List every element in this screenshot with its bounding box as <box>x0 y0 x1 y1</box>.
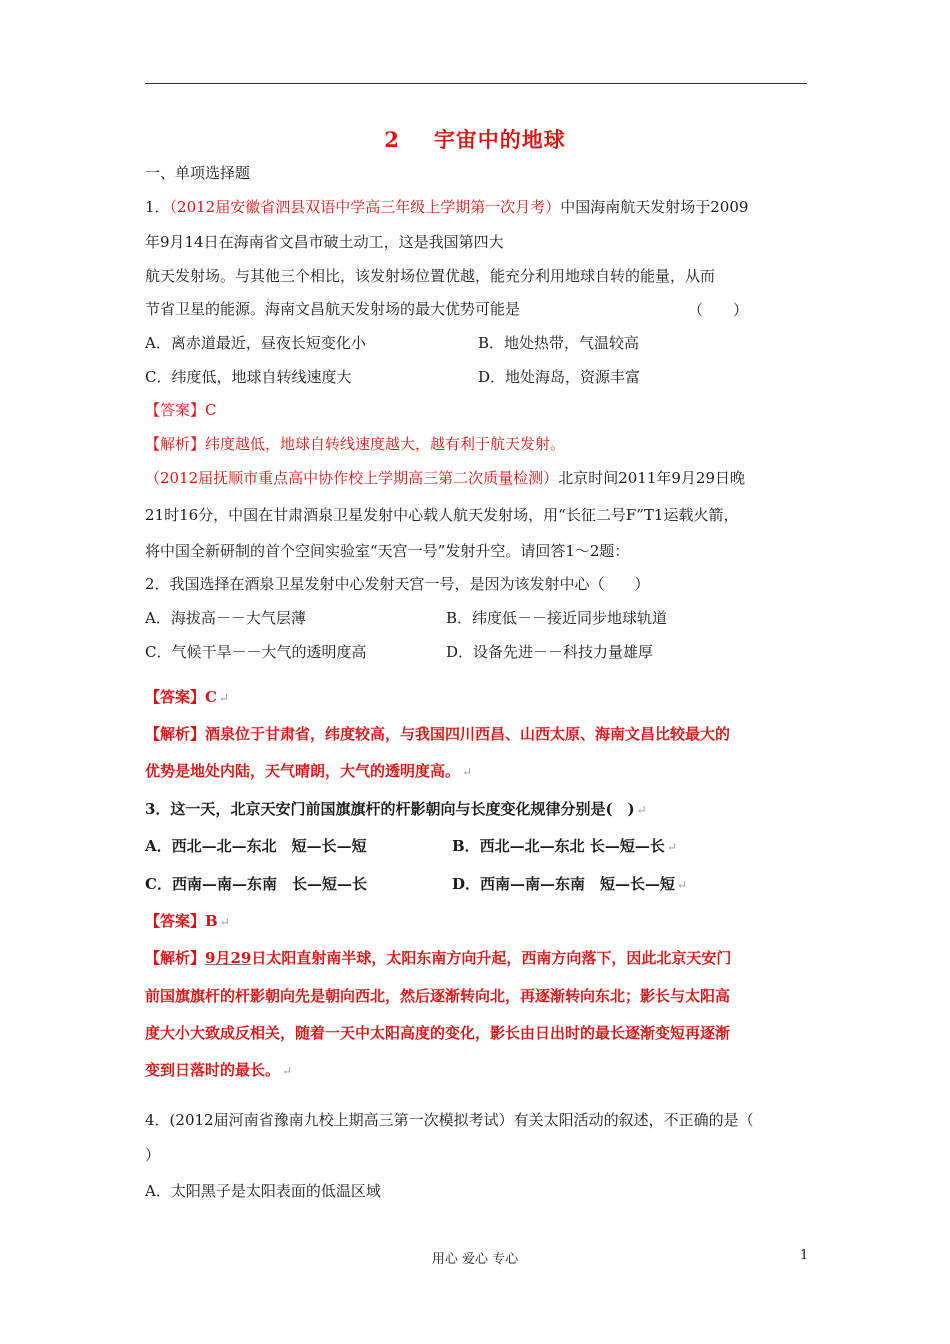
q3-analysis-line-2: 前国旗旗杆的杆影朝向先是朝向西北，然后逐渐转向北，再逐渐转向东北；影长与太阳高 <box>145 987 731 1005</box>
q3-text-line <box>145 799 647 820</box>
q3-analysis-line-1 <box>145 948 731 968</box>
q2-option-c: C．气候干旱－－大气的透明度高 <box>145 643 367 661</box>
q3-option-c: C．西南—南—东南 长—短—长 <box>145 875 367 893</box>
q2-answer-value: C <box>205 688 217 706</box>
q1-option-d: D．地处海岛，资源丰富 <box>478 368 641 386</box>
paragraph-mark-icon: ↵ <box>282 1064 293 1078</box>
q1-line-3: 航天发射场。与其他三个相比，该发射场位置优越，能充分利用地球自转的能量，从而 <box>145 267 716 285</box>
q1-answer <box>145 400 217 420</box>
intro-text-1: 北京时间2011年9月29日晚 <box>558 469 745 487</box>
header-rule <box>145 83 807 84</box>
q2-option-b: B．纬度低－－接近同步地球轨道 <box>446 609 668 627</box>
q2-analysis-line-1 <box>145 724 730 744</box>
q4-line-2: ） <box>145 1146 161 1164</box>
q1-line-2: 年9月14日在海南省文昌市破土动工，这是我国第四大 <box>145 233 504 251</box>
q1-line-1 <box>145 197 748 217</box>
q3-option-d: D．西南—南—东南 短—长—短 <box>452 875 676 893</box>
q3-analysis-tag: 【解析】 <box>145 949 206 967</box>
q3-option-b-line <box>452 836 677 857</box>
intro-source: （2012届抚顺市重点高中协作校上学期高三第二次质量检测） <box>145 469 559 487</box>
intro-line-1 <box>145 468 745 488</box>
paragraph-mark-icon: ↵ <box>462 765 473 779</box>
q3-analysis-line-4 <box>145 1060 292 1081</box>
q3-answer-value: B <box>205 912 218 930</box>
q1-option-a: A．离赤道最近，昼夜长短变化小 <box>145 334 366 352</box>
q1-analysis-text: 纬度越低，地球自转线速度越大，越有利于航天发射。 <box>205 435 566 453</box>
q1-text-1: 中国海南航天发射场于2009 <box>560 198 749 216</box>
q2-answer-tag: 【答案】 <box>145 688 206 706</box>
paragraph-mark-icon: ↵ <box>218 691 230 705</box>
q2-text: 2．我国选择在酒泉卫星发射中心发射天宫一号，是因为该发射中心（ ） <box>145 575 650 593</box>
q2-analysis-text-2: 优势是地处内陆，天气晴朗，大气的透明度高。 <box>145 762 461 780</box>
q3-analysis-text-1: 日太阳直射南半球，太阳东南方向升起，西南方向落下，因此北京天安门 <box>251 949 732 967</box>
q1-option-b: B．地处热带，气温较高 <box>478 334 640 352</box>
q1-analysis <box>145 434 565 454</box>
q3-analysis-text-4: 变到日落时的最长。 <box>145 1061 281 1079</box>
q2-analysis-line-2 <box>145 761 472 782</box>
section-heading: 一、单项选择题 <box>145 164 251 182</box>
q1-answer-tag: 【答案】 <box>145 401 206 419</box>
q3-answer <box>145 911 230 932</box>
page-title <box>0 124 950 154</box>
title-number: 2 <box>384 127 400 152</box>
paragraph-mark-icon: ↵ <box>677 878 688 892</box>
q1-answer-paren: （ ） <box>688 301 749 319</box>
q1-source: （2012届安徽省泗县双语中学高三年级上学期第一次月考） <box>169 198 561 216</box>
q3-analysis-line-3: 度大小大致成反相关，随着一天中太阳高度的变化，影长由日出时的最长逐渐变短再逐渐 <box>145 1024 731 1042</box>
intro-line-2: 21时16分，中国在甘肃酒泉卫星发射中心载人航天发射场，用“长征二号F”T1运载火箭， <box>145 506 739 524</box>
intro-line-3: 将中国全新研制的首个空间实验室“天宫一号”发射升空。请回答1～2题： <box>145 542 630 560</box>
q2-option-a: A．海拔高－－大气层薄 <box>145 609 306 627</box>
q4-line-1: 4．(2012届河南省豫南九校上期高三第一次模拟考试）有关太阳活动的叙述，不正确的是（ <box>145 1111 754 1129</box>
q3-option-a: A．西北—北—东北 短—长—短 <box>145 837 367 855</box>
q1-analysis-tag: 【解析】 <box>145 435 206 453</box>
footer-text: 用心 爱心 专心 <box>431 1252 519 1267</box>
q3-option-d-line <box>452 874 687 895</box>
q3-option-b: B．西北—北—东北 长—短—长 <box>452 837 665 855</box>
q3-text: 3．这一天，北京天安门前国旗旗杆的杆影朝向与长度变化规律分别是( ) <box>145 800 635 818</box>
q1-number: 1． <box>145 198 170 216</box>
q2-analysis-tag: 【解析】 <box>145 725 206 743</box>
q2-option-d: D．设备先进－－科技力量雄厚 <box>446 643 654 661</box>
page-number: 1 <box>800 1248 809 1263</box>
paragraph-mark-icon: ↵ <box>636 803 647 817</box>
q1-line-4: 节省卫星的能源。海南文昌航天发射场的最大优势可能是 <box>145 300 521 318</box>
paragraph-mark-icon: ↵ <box>219 915 230 929</box>
q3-analysis-date: 9月29 <box>205 949 252 967</box>
q1-option-c: C．纬度低，地球自转线速度大 <box>145 368 352 386</box>
q3-answer-tag: 【答案】 <box>145 912 206 930</box>
q2-answer <box>145 687 229 708</box>
paragraph-mark-icon: ↵ <box>666 840 677 854</box>
q1-answer-value: C <box>205 401 217 419</box>
title-text: 宇宙中的地球 <box>433 127 566 152</box>
q2-analysis-text-1: 酒泉位于甘肃省，纬度较高，与我国四川西昌、山西太原、海南文昌比较最大的 <box>205 725 731 743</box>
q4-option-a: A．太阳黑子是太阳表面的低温区域 <box>145 1182 381 1200</box>
